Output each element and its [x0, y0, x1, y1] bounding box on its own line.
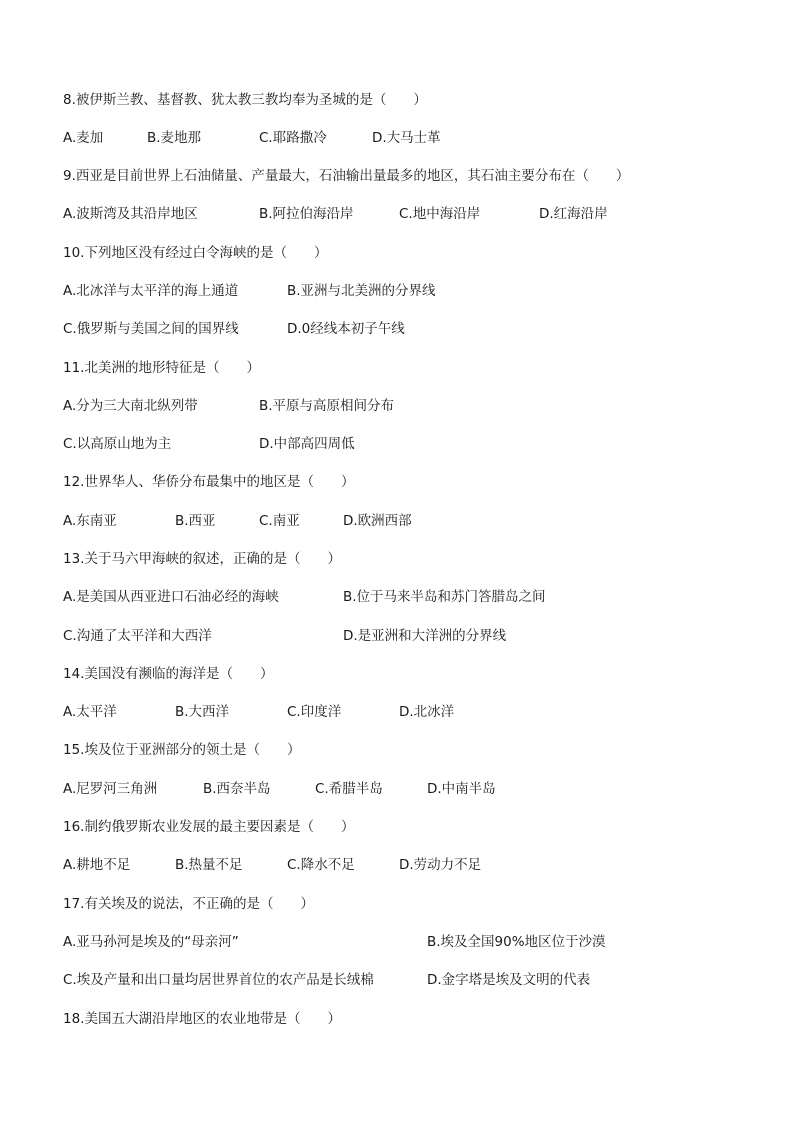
option-a: A.波斯湾及其沿岸地区 [63, 206, 198, 222]
question-13-stem: 13.关于马六甲海峡的叙述，正确的是（ ） [63, 551, 341, 567]
question-12-stem: 12.世界华人、华侨分布最集中的地区是（ ） [63, 474, 355, 490]
option-a: A.亚马孙河是埃及的“母亲河” [63, 934, 239, 950]
option-d: D.大马士革 [372, 130, 441, 146]
option-b: B.亚洲与北美洲的分界线 [287, 283, 436, 299]
question-17-stem: 17.有关埃及的说法，不正确的是（ ） [63, 896, 314, 912]
option-b: B.阿拉伯海沿岸 [259, 206, 354, 222]
option-a: A.太平洋 [63, 704, 117, 720]
option-d: D.红海沿岸 [539, 206, 608, 222]
option-c: C.俄罗斯与美国之间的国界线 [63, 321, 239, 337]
option-c: C.埃及产量和出口量均居世界首位的农产品是长绒棉 [63, 972, 374, 988]
question-16-stem: 16.制约俄罗斯农业发展的最主要因素是（ ） [63, 819, 355, 835]
option-d: D.劳动力不足 [399, 857, 482, 873]
option-d: D.北冰洋 [399, 704, 455, 720]
option-d: D.是亚洲和大洋洲的分界线 [343, 628, 507, 644]
option-b: B.位于马来半岛和苏门答腊岛之间 [343, 589, 546, 605]
option-c: C.沟通了太平洋和大西洋 [63, 628, 212, 644]
option-d: D.欧洲西部 [343, 513, 412, 529]
option-d: D.中南半岛 [427, 781, 496, 797]
question-14-stem: 14.美国没有濒临的海洋是（ ） [63, 666, 274, 682]
option-b: B.埃及全国90%地区位于沙漠 [427, 934, 606, 950]
question-8-stem: 8.被伊斯兰教、基督教、犹太教三教均奉为圣城的是（ ） [63, 92, 427, 108]
option-a: A.北冰洋与太平洋的海上通道 [63, 283, 239, 299]
option-b: B.平原与高原相间分布 [259, 398, 395, 414]
option-d: D.中部高四周低 [259, 436, 355, 452]
option-c: C.以高原山地为主 [63, 436, 172, 452]
option-c: C.南亚 [259, 513, 300, 529]
option-c: C.希腊半岛 [315, 781, 383, 797]
option-b: B.麦地那 [147, 130, 202, 146]
option-a: A.耕地不足 [63, 857, 131, 873]
option-b: B.热量不足 [175, 857, 243, 873]
option-a: A.尼罗河三角洲 [63, 781, 158, 797]
question-15-stem: 15.埃及位于亚洲部分的领土是（ ） [63, 742, 301, 758]
option-a: A.是美国从西亚进口石油必经的海峡 [63, 589, 279, 605]
option-a: A.分为三大南北纵列带 [63, 398, 198, 414]
option-a: A.麦加 [63, 130, 104, 146]
option-b: B.西亚 [175, 513, 216, 529]
question-9-stem: 9.西亚是目前世界上石油储量、产量最大，石油输出量最多的地区，其石油主要分布在（ ） [63, 168, 630, 184]
option-c: C.印度洋 [287, 704, 342, 720]
option-d: D.金字塔是埃及文明的代表 [427, 972, 591, 988]
question-10-stem: 10.下列地区没有经过白令海峡的是（ ） [63, 245, 328, 261]
option-c: C.地中海沿岸 [399, 206, 481, 222]
question-18-stem: 18.美国五大湖沿岸地区的农业地带是（ ） [63, 1011, 341, 1027]
option-a: A.东南亚 [63, 513, 117, 529]
question-11-stem: 11.北美洲的地形特征是（ ） [63, 360, 260, 376]
option-c: C.降水不足 [287, 857, 355, 873]
option-c: C.耶路撒冷 [259, 130, 327, 146]
option-b: B.西奈半岛 [203, 781, 271, 797]
option-b: B.大西洋 [175, 704, 230, 720]
option-d: D.0经线本初子午线 [287, 321, 405, 337]
